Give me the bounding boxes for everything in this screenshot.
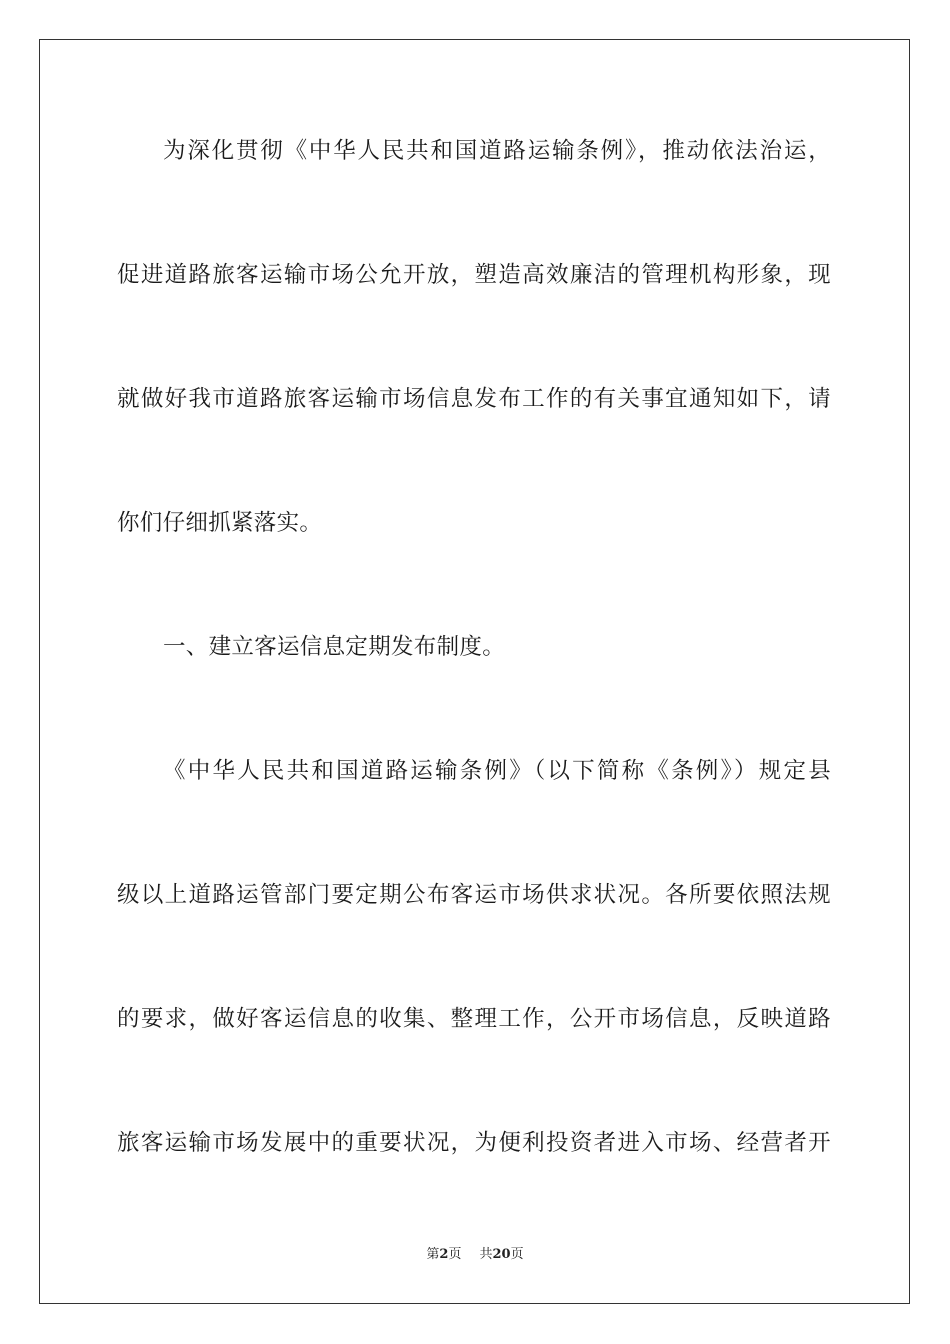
footer-page-suffix: 页	[448, 1247, 462, 1262]
paragraph-2-line-3: 的要求，做好客运信息的收集、整理工作，公开市场信息，反映道路	[117, 1006, 831, 1032]
footer-total-pages: 20	[492, 1247, 511, 1262]
paragraph-2-line-4: 旅客运输市场发展中的重要状况，为便利投资者进入市场、经营者开	[117, 1130, 831, 1156]
paragraph-1-line-4: 你们仔细抓紧落实。	[117, 510, 323, 536]
paragraph-1-line-3: 就做好我市道路旅客运输市场信息发布工作的有关事宜通知如下，请	[117, 386, 831, 412]
footer-page-number: 2	[439, 1247, 449, 1262]
paragraph-1-line-1: 为深化贯彻《中华人民共和国道路运输条例》，推动依法治运，	[163, 138, 831, 164]
footer-page-prefix: 第	[426, 1247, 440, 1262]
section-heading-1: 一、建立客运信息定期发布制度。	[163, 634, 506, 660]
page-border	[39, 39, 910, 1304]
paragraph-2-line-1: 《中华人民共和国道路运输条例》（以下简称《条例》）规定县	[163, 758, 831, 784]
footer-total-suffix: 页	[510, 1247, 524, 1262]
page-footer	[0, 1246, 950, 1264]
footer-total-prefix: 共	[479, 1247, 493, 1262]
paragraph-2-line-2: 级以上道路运管部门要定期公布客运市场供求状况。各所要依照法规	[117, 882, 831, 908]
paragraph-1-line-2: 促进道路旅客运输市场公允开放，塑造高效廉洁的管理机构形象，现	[117, 262, 831, 288]
